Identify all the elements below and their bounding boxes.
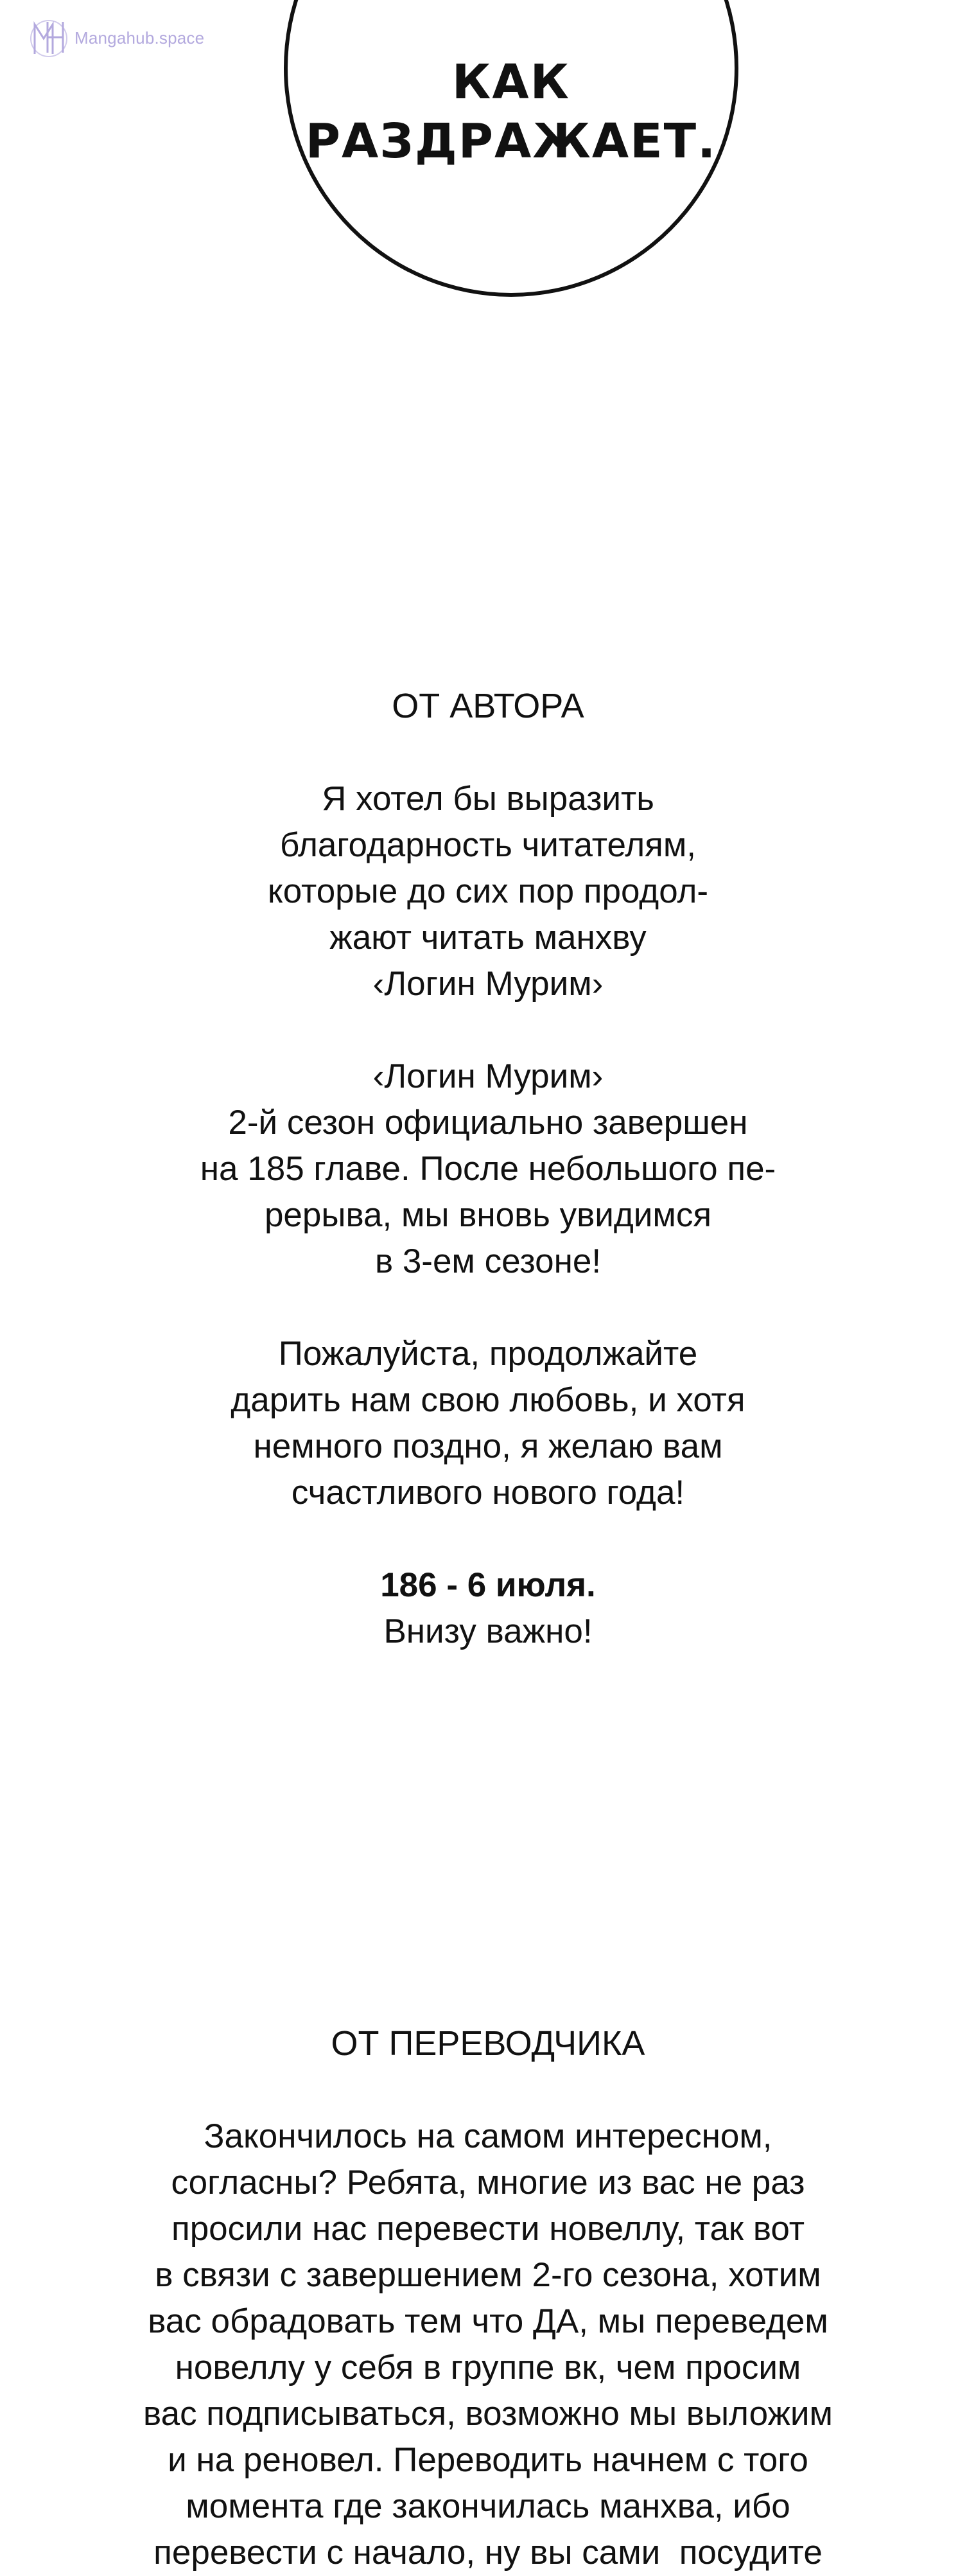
text-line: Пожалуйста, продолжайте [278, 1335, 698, 1373]
paragraph-gap [0, 1007, 976, 1054]
author-heading: ОТ АВТОРА [392, 687, 584, 725]
text-line: и на реновел. Переводить начнем с того [168, 2441, 808, 2479]
text-line: перевести с начало, ну вы сами посудите [153, 2534, 823, 2572]
mangahub-logo-icon [28, 15, 69, 60]
text-line: немного поздно, я желаю вам [253, 1427, 723, 1465]
text-line: ‹Логин Мурим› [372, 1057, 604, 1095]
text-line: рерыва, мы вновь увидимся [264, 1196, 712, 1234]
text-line: вас подписываться, возможно мы выложим [143, 2395, 833, 2433]
text-line: просили нас перевести новеллу, так вот [171, 2210, 805, 2248]
text-line: в связи с завершением 2-го сезона, хотим [155, 2256, 821, 2294]
text-line: жают читать манхву [329, 919, 647, 957]
text-line: согласны? Ребята, многие из вас не раз [171, 2164, 805, 2201]
paragraph-gap [0, 1285, 976, 1331]
text-line: Я хотел бы выразить [322, 780, 654, 818]
text-line: в 3-ем сезоне! [374, 1242, 602, 1280]
text-line: благодарность читателям, [280, 826, 696, 864]
text-line: вас обрадовать тем что ДА, мы переведем [148, 2302, 828, 2340]
speech-bubble-line: РАЗДРАЖАЕТ. [305, 114, 717, 169]
author-note-body [0, 776, 976, 1655]
text-line: момента где закончилась манхва, ибо [186, 2487, 790, 2525]
speech-bubble-text [284, 53, 738, 171]
text-line: дарить нам свою любовь, и хотя [231, 1381, 745, 1419]
watermark-text: Mangahub.space [74, 28, 205, 48]
text-line: ‹Логин Мурим› [372, 965, 604, 1003]
text-line: Закончилось на самом интересном, [204, 2117, 772, 2155]
text-line: которые до сих пор продол- [267, 872, 709, 910]
text-line: новеллу у себя в группе вк, чем просим [175, 2349, 801, 2386]
translator-note-body [0, 2113, 976, 2576]
speech-bubble-line: КАК [451, 55, 571, 110]
paragraph-gap [0, 1516, 976, 1562]
text-line: 2-й сезон официально завершен [228, 1104, 748, 1142]
important-line: Внизу важно! [383, 1612, 593, 1650]
text-line: на 185 главе. После небольшого пе- [200, 1150, 776, 1188]
translator-heading: ОТ ПЕРЕВОДЧИКА [331, 2024, 645, 2063]
release-date-line: 186 - 6 июля. [380, 1566, 596, 1604]
watermark [28, 15, 204, 60]
text-line: счастливого нового года! [291, 1474, 685, 1512]
